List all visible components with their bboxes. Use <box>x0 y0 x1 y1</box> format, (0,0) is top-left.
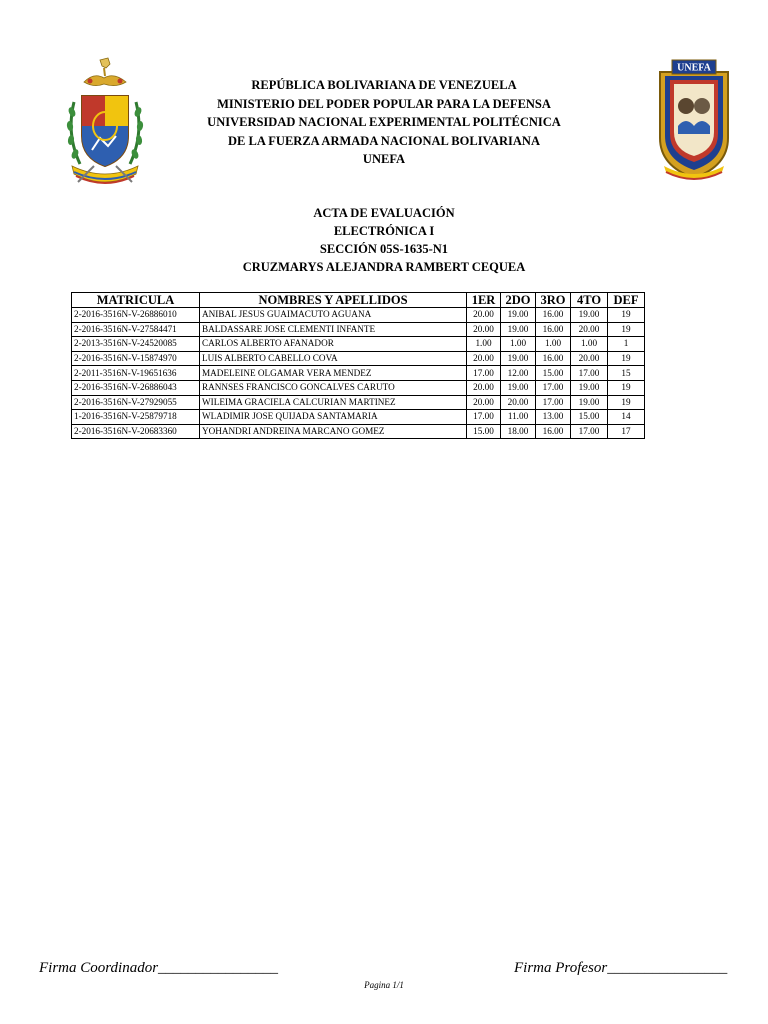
header-line-university: UNIVERSIDAD NACIONAL EXPERIMENTAL POLITÉCNICA <box>207 115 561 129</box>
nota-1er-cell: 20.00 <box>467 308 501 323</box>
act-title: ACTA DE EVALUACIÓN <box>313 206 455 220</box>
act-subject: ELECTRÓNICA I <box>333 224 435 238</box>
table-header-row <box>72 293 645 308</box>
matricula-cell: 2-2016-3516N-V-26886043 <box>72 380 200 395</box>
nota-1er-cell: 20.00 <box>467 322 501 337</box>
nota-2do-cell: 11.00 <box>501 410 536 425</box>
nombre-cell: WLADIMIR JOSE QUIJADA SANTAMARIA <box>200 410 467 425</box>
header-nombres: NOMBRES Y APELLIDOS <box>200 293 467 308</box>
nota-3ro-cell: 16.00 <box>536 308 571 323</box>
table-row <box>72 410 645 425</box>
nota-def-cell: 19 <box>608 395 645 410</box>
nombre-cell: RANNSES FRANCISCO GONCALVES CARUTO <box>200 380 467 395</box>
nombre-cell: CARLOS ALBERTO AFANADOR <box>200 337 467 352</box>
table-row <box>72 395 645 410</box>
nota-def-cell: 1 <box>608 337 645 352</box>
nota-4to-cell: 19.00 <box>571 380 608 395</box>
nota-3ro-cell: 16.00 <box>536 351 571 366</box>
professor-signature: Firma Profesor________________ <box>514 960 728 976</box>
table-row <box>72 351 645 366</box>
nota-3ro-cell: 15.00 <box>536 366 571 381</box>
nota-1er-cell: 15.00 <box>467 424 501 439</box>
matricula-cell: 2-2011-3516N-V-19651636 <box>72 366 200 381</box>
matricula-cell: 2-2016-3516N-V-27584471 <box>72 322 200 337</box>
nota-3ro-cell: 16.00 <box>536 322 571 337</box>
table-row <box>72 337 645 352</box>
nombre-cell: BALDASSARE JOSE CLEMENTI INFANTE <box>200 322 467 337</box>
nota-4to-cell: 17.00 <box>571 366 608 381</box>
nota-3ro-cell: 17.00 <box>536 395 571 410</box>
nombre-cell: WILEIMA GRACIELA CALCURIAN MARTINEZ <box>200 395 467 410</box>
nota-1er-cell: 20.00 <box>467 395 501 410</box>
nota-4to-cell: 1.00 <box>571 337 608 352</box>
header-3ro: 3RO <box>536 293 571 308</box>
nota-def-cell: 15 <box>608 366 645 381</box>
nota-3ro-cell: 1.00 <box>536 337 571 352</box>
header-def: DEF <box>608 293 645 308</box>
matricula-cell: 2-2016-3516N-V-20683360 <box>72 424 200 439</box>
nota-3ro-cell: 16.00 <box>536 424 571 439</box>
header-4to: 4TO <box>571 293 608 308</box>
nota-3ro-cell: 13.00 <box>536 410 571 425</box>
nota-1er-cell: 20.00 <box>467 351 501 366</box>
nota-2do-cell: 12.00 <box>501 366 536 381</box>
nota-def-cell: 19 <box>608 308 645 323</box>
nota-2do-cell: 19.00 <box>501 308 536 323</box>
nota-def-cell: 19 <box>608 322 645 337</box>
nota-1er-cell: 17.00 <box>467 366 501 381</box>
grades-table-body <box>72 308 645 439</box>
nota-3ro-cell: 17.00 <box>536 380 571 395</box>
page-number: Pagina 1/1 <box>364 980 404 990</box>
unefa-banner-text: UNEFA <box>677 62 711 74</box>
header-line-ministry: MINISTERIO DEL PODER POPULAR PARA LA DEFENSA <box>217 96 551 111</box>
matricula-cell: 2-2016-3516N-V-26886010 <box>72 308 200 323</box>
nota-1er-cell: 1.00 <box>467 337 501 352</box>
act-header <box>0 204 768 276</box>
nombre-cell: LUIS ALBERTO CABELLO COVA <box>200 351 467 366</box>
nota-2do-cell: 19.00 <box>501 380 536 395</box>
nota-2do-cell: 19.00 <box>501 322 536 337</box>
nota-4to-cell: 20.00 <box>571 351 608 366</box>
nota-2do-cell: 1.00 <box>501 337 536 352</box>
grades-table <box>71 292 645 439</box>
nota-2do-cell: 20.00 <box>501 395 536 410</box>
institution-header <box>0 76 768 169</box>
nota-4to-cell: 17.00 <box>571 424 608 439</box>
table-row <box>72 322 645 337</box>
coordinator-signature: Firma Coordinador________________ <box>39 960 279 976</box>
nombre-cell: MADELEINE OLGAMAR VERA MENDEZ <box>200 366 467 381</box>
act-section: SECCIÓN 05S-1635-N1 <box>319 242 449 256</box>
header-line-acronym: UNEFA <box>362 152 406 166</box>
nota-4to-cell: 19.00 <box>571 308 608 323</box>
nota-2do-cell: 19.00 <box>501 351 536 366</box>
table-row <box>72 366 645 381</box>
nota-def-cell: 14 <box>608 410 645 425</box>
nota-def-cell: 19 <box>608 351 645 366</box>
header-line-armed-forces: DE LA FUERZA ARMADA NACIONAL BOLIVARIANA <box>228 133 540 148</box>
table-row <box>72 308 645 323</box>
nota-1er-cell: 20.00 <box>467 380 501 395</box>
table-row <box>72 380 645 395</box>
nota-4to-cell: 15.00 <box>571 410 608 425</box>
nombre-cell: ANIBAL JESUS GUAIMACUTO AGUANA <box>200 308 467 323</box>
matricula-cell: 1-2016-3516N-V-25879718 <box>72 410 200 425</box>
nombre-cell: YOHANDRI ANDREINA MARCANO GOMEZ <box>200 424 467 439</box>
header-line-country: REPÚBLICA BOLIVARIANA DE VENEZUELA <box>251 78 517 92</box>
nota-def-cell: 19 <box>608 380 645 395</box>
matricula-cell: 2-2013-3516N-V-24520085 <box>72 337 200 352</box>
table-row <box>72 424 645 439</box>
matricula-cell: 2-2016-3516N-V-27929055 <box>72 395 200 410</box>
header-2do: 2DO <box>501 293 536 308</box>
nota-4to-cell: 19.00 <box>571 395 608 410</box>
nota-def-cell: 17 <box>608 424 645 439</box>
header-matricula: MATRICULA <box>72 293 200 308</box>
nota-2do-cell: 18.00 <box>501 424 536 439</box>
nota-4to-cell: 20.00 <box>571 322 608 337</box>
nota-1er-cell: 17.00 <box>467 410 501 425</box>
header-1er: 1ER <box>467 293 501 308</box>
act-professor: CRUZMARYS ALEJANDRA RAMBERT CEQUEA <box>242 260 526 274</box>
matricula-cell: 2-2016-3516N-V-15874970 <box>72 351 200 366</box>
